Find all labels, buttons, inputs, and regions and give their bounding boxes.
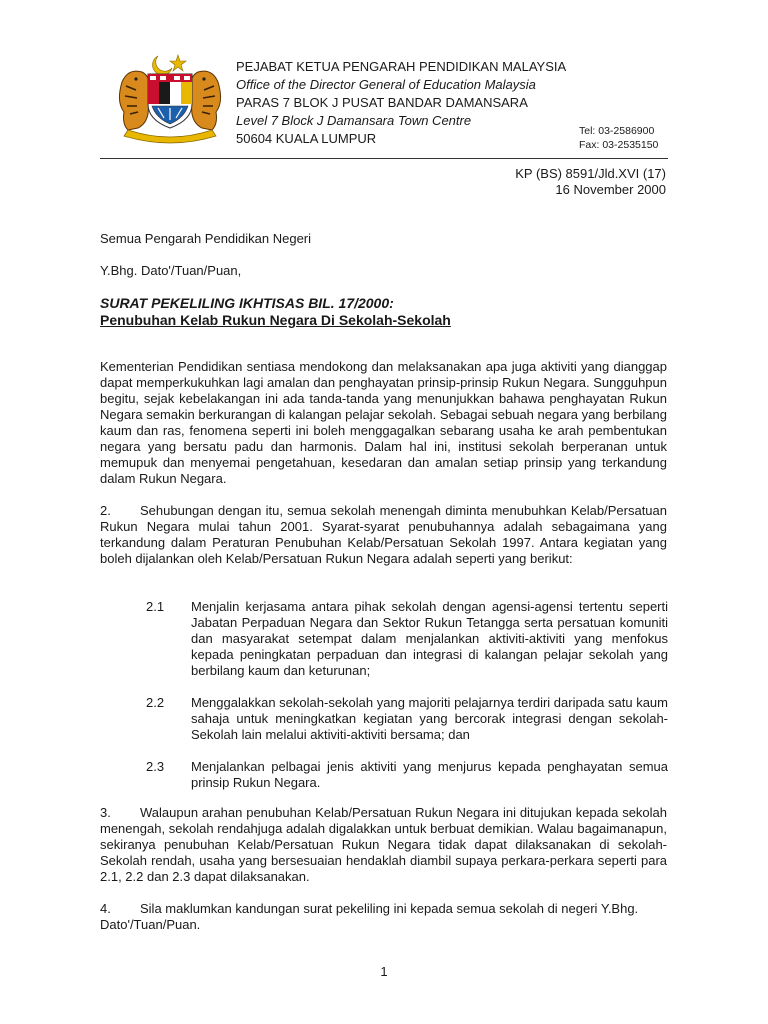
list-item xyxy=(146,599,668,679)
paragraph-2-number: 2. xyxy=(100,503,111,518)
reference-number: KP (BS) 8591/Jld.XVI (17) xyxy=(515,166,666,181)
paragraph-3-text: Walaupun arahan penubuhan Kelab/Persatuan Rukun Negara ini ditujukan kepada sekolah menengah, sekolah rendahjuga adalah digalakkan untuk berbuat demikian. Walau bagaimanapun, sekiranya penubuhan Kelab/Persatuan Rukun Negara tidak dapat dilaksanakan di sekolah-Sekolah rendah, usaha yang bersesuaian hendaklah diambil supaya perkara-perkara seperti para 2.1, 2.2 dan 2.3 dapat dilaksanakan. xyxy=(100,805,667,884)
address-line-english: Level 7 Block J Damansara Town Centre xyxy=(236,113,472,128)
telephone-number: Tel: 03-2586900 xyxy=(579,125,655,137)
list-item-text: Menjalin kerjasama antara pihak sekolah dengan agensi-agensi tertentu seperti Jabatan Perpaduan Negara dan Sektor Rukun Tetangga serta persatuan komuniti dan masyarakat setempat dalam menjalankan aktiviti-aktiviti yang menfokus kepada peningkatan perpaduan dan integrasi di kalangan pelajar sekolah yang berbilang kaum dan keturunan; xyxy=(191,599,668,678)
office-name-malay: PEJABAT KETUA PENGARAH PENDIDIKAN MALAYSIA xyxy=(236,59,567,74)
office-name-english: Office of the Director General of Education Malaysia xyxy=(236,77,536,92)
list-item xyxy=(146,759,668,791)
circular-title: SURAT PEKELILING IKHTISAS BIL. 17/2000: xyxy=(100,295,394,311)
list-item-number: 2.1 xyxy=(146,599,165,614)
letter-date: 16 November 2000 xyxy=(555,182,666,197)
fax-number: Fax: 03-2535150 xyxy=(579,139,659,151)
reference-block xyxy=(515,166,666,198)
circular-subject: Penubuhan Kelab Rukun Negara Di Sekolah-Sekolah xyxy=(100,312,451,328)
paragraph-4-text: Sila maklumkan kandungan surat pekeliling ini kepada semua sekolah di negeri Y.Bhg. Dato'/Tuan/Puan. xyxy=(100,901,639,932)
list-item xyxy=(146,695,668,743)
header-divider xyxy=(100,158,668,159)
contact-info xyxy=(579,124,658,152)
paragraph-3 xyxy=(100,805,667,885)
paragraph-1: Kementerian Pendidikan sentiasa mendokong dan melaksanakan apa juga aktiviti yang dianggap dapat memperkukuhkan lagi amalan dan penghayatan prinsip-prinsip Rukun Negara. Sungguhpun begitu, sejak kebelakangan ini ada tanda-tanda yang menunjukkan bahawa penghayatan Rukun Negara semakin berkurangan di kalangan pelajar sekolah. Sebagai sebuah negara yang berbilang kaum dan ras, fenomena seperti ini boleh menggagalkan sebarang usaha ke arah pembentukan negara yang bersatu padu dan harmonis. Dalam hal ini, institusi sekolah berperanan untuk memupuk dan menyemai pengetahuan, kesedaran dan amalan setiap prinsip yang terkandung dalam Rukun Negara. xyxy=(100,359,667,486)
paragraph-3-number: 3. xyxy=(100,805,111,820)
paragraph-4-number: 4. xyxy=(100,901,111,916)
recipient: Semua Pengarah Pendidikan Negeri xyxy=(100,231,312,246)
page-number: 1 xyxy=(380,964,388,979)
coat-of-arms-logo xyxy=(112,52,228,144)
list-item-text: Menjalankan pelbagai jenis aktiviti yang menjurus kepada penghayatan semua prinsip Rukun Negara. xyxy=(191,759,668,790)
subject-heading xyxy=(100,295,667,329)
paragraph-4 xyxy=(100,901,667,933)
address-line-malay: PARAS 7 BLOK J PUSAT BANDAR DAMANSARA xyxy=(236,95,528,110)
list-item-number: 2.2 xyxy=(146,695,165,710)
paragraph-2 xyxy=(100,503,667,567)
postcode-city: 50604 KUALA LUMPUR xyxy=(236,131,377,146)
letterhead-address xyxy=(236,58,566,148)
list-item-number: 2.3 xyxy=(146,759,165,774)
list-item-text: Menggalakkan sekolah-sekolah yang majoriti pelajarnya terdiri daripada satu kaum sahaja untuk meningkatkan kegiatan yang bercorak integrasi dengan sekolah-Sekolah lain melalui aktiviti-aktiviti bersama; dan xyxy=(191,695,668,742)
salutation: Y.Bhg. Dato'/Tuan/Puan, xyxy=(100,263,242,278)
paragraph-2-text: Sehubungan dengan itu, semua sekolah menengah diminta menubuhkan Kelab/Persatuan Rukun Negara mulai tahun 2001. Syarat-syarat penubuhannya adalah sebagaimana yang terkandung dalam Peraturan Penubuhan Kelab/Persatuan Sekolah 1997. Antara kegiatan yang boleh dijalankan oleh Kelab/Persatuan Rukun Negara adalah seperti yang berikut: xyxy=(100,503,667,566)
